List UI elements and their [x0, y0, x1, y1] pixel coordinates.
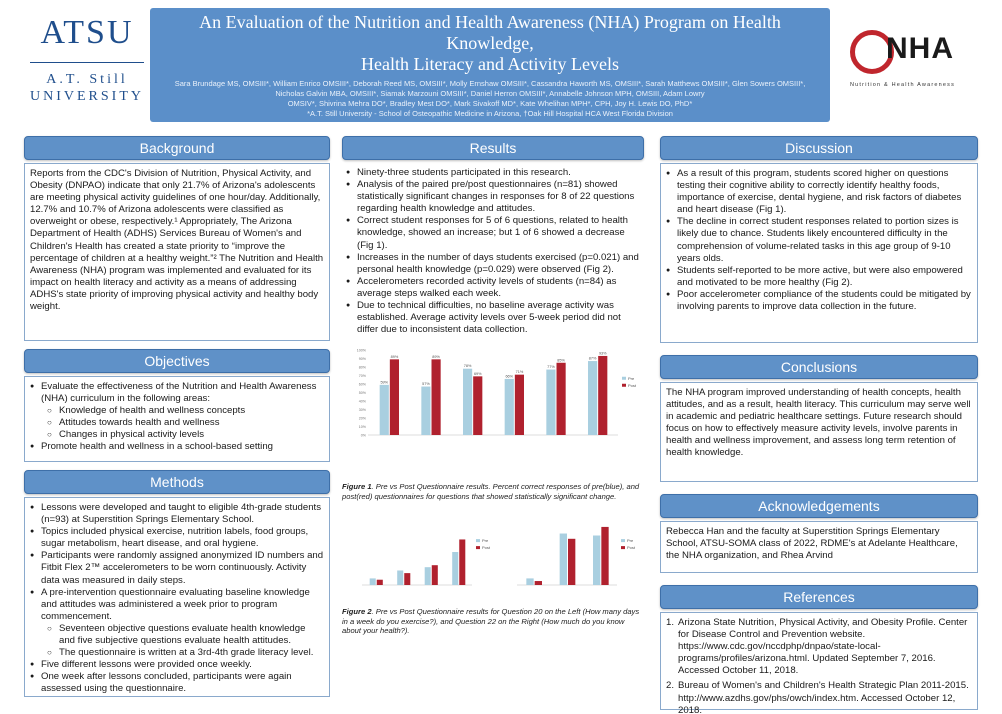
legend-label: Post: [482, 545, 491, 551]
figure-1: [342, 340, 644, 480]
data-label: 93%: [598, 351, 607, 356]
methods-subitem: ○ The questionnaire is written at a 3rd-4th grade literacy level.: [47, 647, 324, 659]
bar-pre: [452, 552, 458, 585]
objective-item: ● Promote health and wellness in a school-based setting: [30, 441, 324, 453]
legend-label: Pre: [482, 538, 489, 544]
logo-divider: [30, 62, 144, 63]
right-column: [660, 136, 978, 714]
legend-swatch: [621, 546, 625, 549]
middle-column: [342, 136, 644, 636]
results-item: ● Correct student responses for 5 of 6 questions, related to health knowledge, showed an increase; but 1 of 6 showed a decrease (Fig 1).: [346, 215, 640, 251]
author-list: [160, 79, 820, 119]
objective-subitem: ○ Changes in physical activity levels: [47, 429, 324, 441]
methods-item: ● Topics included physical exercise, nutrition labels, food groups, sugar metabolism, heart disease, and oral hygiene.: [30, 526, 324, 550]
discussion-item: ● Poor accelerometer compliance of the students could be mitigated by involving parents to improve data collection in the future.: [666, 289, 972, 313]
legend-swatch: [622, 377, 626, 380]
data-label: 77%: [547, 365, 555, 370]
references-body: [660, 612, 978, 714]
figure-2: [342, 509, 644, 605]
bar-post: [390, 360, 399, 436]
poster-title-line2: Health Literacy and Activity Levels: [361, 54, 619, 74]
bar-pre: [505, 379, 514, 435]
conclusions-heading: Conclusions: [660, 355, 978, 379]
bar-pre: [463, 369, 472, 435]
figure-2-chart: [342, 509, 644, 605]
legend-swatch: [476, 539, 480, 542]
bar-post: [459, 540, 465, 586]
y-tick-label: 90%: [358, 357, 366, 362]
data-label: 66%: [505, 374, 514, 379]
affiliations: *A.T. Still University - School of Osteopathic Medicine in Arizona, †Oak Hill Hospital HCA West Florida Division: [307, 109, 673, 118]
methods-item: ● One week after lessons concluded, participants were again assessed using the questionnaire.: [30, 671, 324, 695]
conclusions-body: The NHA program improved understanding of health concepts, health attitudes, and as a result, health literacy. This curriculum may serve well in academic and pediatric healthcare settings. Future research should focus on how to effectively measure activity levels, involve parents in health and wellness improvement, and assess long term retention of health knowledge.: [660, 382, 978, 482]
bar-pre: [425, 567, 431, 585]
data-label: 87%: [588, 356, 597, 361]
authors-line2: OMSIV*, Shivrina Mehra DO*, Bradley Mest DO*, Mark Sivakoff MD*, Kate Whelihan MPH*, CPH, Joy H. Lewis DO, PhD*: [287, 99, 693, 108]
reference-item: 1. Arizona State Nutrition, Physical Activity, and Obesity Profile. Center for Disease Control and Prevention website. https://www.cdc.gov/nccdphp/dnpao/state-local-programs/profiles/arizona.html. Updated September 7, 2016. Accessed October 11, 2018.: [666, 617, 968, 677]
nha-logo-subtitle: Nutrition & Health Awareness: [850, 82, 956, 88]
y-tick-label: 20%: [358, 416, 366, 421]
bar-post: [535, 581, 542, 585]
y-tick-label: 30%: [358, 408, 366, 413]
discussion-item: ● Students self-reported to be more active, but were also empowered and motivated to be more healthy (Fig 2).: [666, 265, 972, 289]
nha-logo-text: NHA: [886, 32, 954, 65]
legend-label: Post: [627, 545, 636, 551]
bar-pre: [370, 579, 376, 586]
y-tick-label: 70%: [358, 374, 366, 379]
y-tick-label: 40%: [358, 399, 366, 404]
nha-logo: [840, 24, 990, 104]
methods-subitem: ○ Seventeen objective questions evaluate health knowledge and five subjective questions evaluate health attitudes.: [47, 623, 324, 647]
authors-line1: Sara Brundage MS, OMSIII*, William Enrico OMSIII*, Deborah Reed MS, OMSIII*, Molly Ernshaw OMSIII*, Cassandra Haworth MS, OMSIII*, Sarah Matthews OMSIII*, Glen Sowers OMSIII*, Nicholas Galvin MBA, OMSIII*, Siamak Marzouni OMSIII*, Daniel Herron OMSIII*, Annabelle Johnson MPH, OMSIII, Adam Lowry: [174, 79, 806, 98]
acknowledgements-body: Rebecca Han and the faculty at Superstition Springs Elementary School, ATSU-SOMA class of 2022, RDME's at Adelante Healthcare, the NHA organization, and Rhea Arvind: [660, 521, 978, 573]
bar-post: [404, 573, 410, 585]
figure-2-caption: Figure 2. Pre vs Post Questionnaire results for Question 20 on the Left (How many days in a week do you exercise?), and Question 22 on the Right (How much do you know about your health?).: [342, 607, 640, 636]
objective-item: ● Evaluate the effectiveness of the Nutrition and Health Awareness (NHA) curriculum in the following areas: ○ Knowledge of health and wellness concepts ○ Attitudes towards health and wellness ○ Changes in physical activity levels: [30, 381, 324, 441]
results-item: ● Analysis of the paired pre/post questionnaires (n=81) showed statistically significant changes in responses for 8 of 22 questions regarding health knowledge and attitudes.: [346, 179, 640, 215]
data-label: 71%: [515, 370, 524, 375]
results-heading: Results: [342, 136, 644, 160]
data-label: 69%: [473, 372, 482, 377]
bar-post: [568, 539, 575, 585]
legend-label: Pre: [627, 538, 634, 544]
poster-title-line1: An Evaluation of the Nutrition and Health Awareness (NHA) Program on Health Knowledge,: [199, 12, 781, 53]
bar-post: [432, 566, 438, 586]
acknowledgements-heading: Acknowledgements: [660, 494, 978, 518]
legend-swatch: [621, 539, 625, 542]
background-heading: Background: [24, 136, 330, 160]
university-name-line1: A.T. Still: [46, 72, 128, 87]
methods-item: ● Five different lessons were provided once weekly.: [30, 659, 324, 671]
reference-item: 2. Bureau of Women's and Children's Health Strategic Plan 2011-2015. http://www.azdhs.gov/phs/owch/index.htm. Accessed October 12, 2018.: [666, 680, 969, 714]
discussion-item: ● As a result of this program, students scored higher on questions testing their cognitive ability to correctly identify healthy foods, importance of exercise, dental hygiene, and risk factors of diabetes and heart disease (Fig 1).: [666, 168, 972, 216]
bar-post: [432, 360, 441, 436]
data-label: 57%: [422, 382, 430, 387]
data-label: 59%: [380, 380, 389, 385]
results-item: ● Ninety-three students participated in this research.: [346, 167, 640, 179]
results-item: ● Increases in the number of days students exercised (p=0.021) and personal health knowledge (p=0.029) were observed (Fig 2).: [346, 252, 640, 276]
poster-header: [0, 0, 1002, 128]
y-tick-label: 0%: [360, 433, 366, 438]
left-column: [24, 136, 330, 697]
bar-post: [473, 377, 482, 436]
figure-1-caption: Figure 1. Pre vs Post Questionnaire results. Percent correct responses of pre(blue), and post(red) questionnaires for questions that showed statistically significant change.: [342, 482, 640, 501]
discussion-body: [660, 163, 978, 343]
discussion-heading: Discussion: [660, 136, 978, 160]
bar-post: [601, 527, 608, 585]
results-item: ● Due to technical difficulties, no baseline average activity was established. Average activity levels over 5-week period did not differ due to inconsistent data collection.: [346, 300, 640, 336]
legend-label: Pre: [628, 376, 635, 382]
y-tick-label: 100%: [356, 348, 366, 353]
methods-item: ● Participants were randomly assigned anonymized ID numbers and Fitbit Flex 2™ accelerometers to be worn continuously. Activity data was measured in daily steps.: [30, 550, 324, 586]
title-banner: [150, 8, 830, 122]
bar-pre: [560, 534, 567, 585]
data-label: 89%: [390, 355, 399, 360]
bar-post: [377, 580, 383, 585]
methods-heading: Methods: [24, 470, 330, 494]
bar-pre: [380, 385, 389, 435]
bar-pre: [526, 579, 533, 586]
data-label: 89%: [432, 355, 440, 360]
legend-swatch: [622, 384, 626, 387]
bar-pre: [546, 370, 555, 435]
bar-pre: [588, 361, 597, 435]
y-tick-label: 80%: [358, 365, 366, 370]
bar-pre: [397, 571, 403, 586]
bar-post: [598, 356, 607, 435]
bar-pre: [593, 536, 600, 586]
figure-1-chart: [342, 340, 644, 480]
objective-subitem: ○ Attitudes towards health and wellness: [47, 417, 324, 429]
y-tick-label: 10%: [358, 425, 366, 430]
discussion-item: ● The decline in correct student responses related to portion sizes is likely due to chance. Students likely encountered difficulty in the comprehension of volume-related tasks in this age group of 9-10 years olds.: [666, 216, 972, 264]
bar-pre: [421, 387, 430, 435]
objectives-heading: Objectives: [24, 349, 330, 373]
references-heading: References: [660, 585, 978, 609]
background-body: Reports from the CDC's Division of Nutrition, Physical Activity, and Obesity (DNPAO) indicate that only 21.7% of Arizona's adolescents are meeting physical activity guidelines of one hour/day. Additionally, 12.7% and 10.7% of Arizona adolescents were classified as overweight or obese, respectively.¹ Appropriately, The Arizona Department of Health (ADHS) Services Bureau of Women's and Children's Health has created a state priority to “improve the percentage of children at a healthy weight.”² The Nutrition and Health Awareness (NHA) program was implemented and evaluated for its impact on health literacy and activity as a means of addressing ADHS's state priority of improving physical activity and healthy body weight.: [24, 163, 330, 341]
legend-label: Post: [628, 383, 637, 389]
y-tick-label: 60%: [358, 382, 366, 387]
atsu-logo-text: ATSU: [40, 14, 134, 51]
results-body: [342, 163, 644, 338]
atsu-logo: [22, 14, 152, 105]
methods-item: ● Lessons were developed and taught to eligible 4th-grade students (n=93) at Superstition Springs Elementary School.: [30, 502, 324, 526]
university-name-line2: UNIVERSITY: [30, 89, 144, 104]
data-label: 78%: [463, 364, 472, 369]
data-label: 85%: [557, 358, 565, 363]
bar-post: [557, 363, 566, 435]
results-item: ● Accelerometers recorded activity levels of students (n=84) as average steps walked each week.: [346, 276, 640, 300]
methods-item: ● A pre-intervention questionnaire evaluating baseline knowledge and attitudes was administered a week prior to program commencement. ○ Seventeen objective questions evaluate health knowledge and five subjective questions evaluate health attitudes. ○ The questionnaire is written at a 3rd-4th grade literacy level.: [30, 587, 324, 660]
legend-swatch: [476, 546, 480, 549]
y-tick-label: 50%: [358, 391, 366, 396]
methods-body: [24, 497, 330, 697]
objectives-body: [24, 376, 330, 462]
objective-subitem: ○ Knowledge of health and wellness concepts: [47, 405, 324, 417]
bar-post: [515, 375, 524, 435]
